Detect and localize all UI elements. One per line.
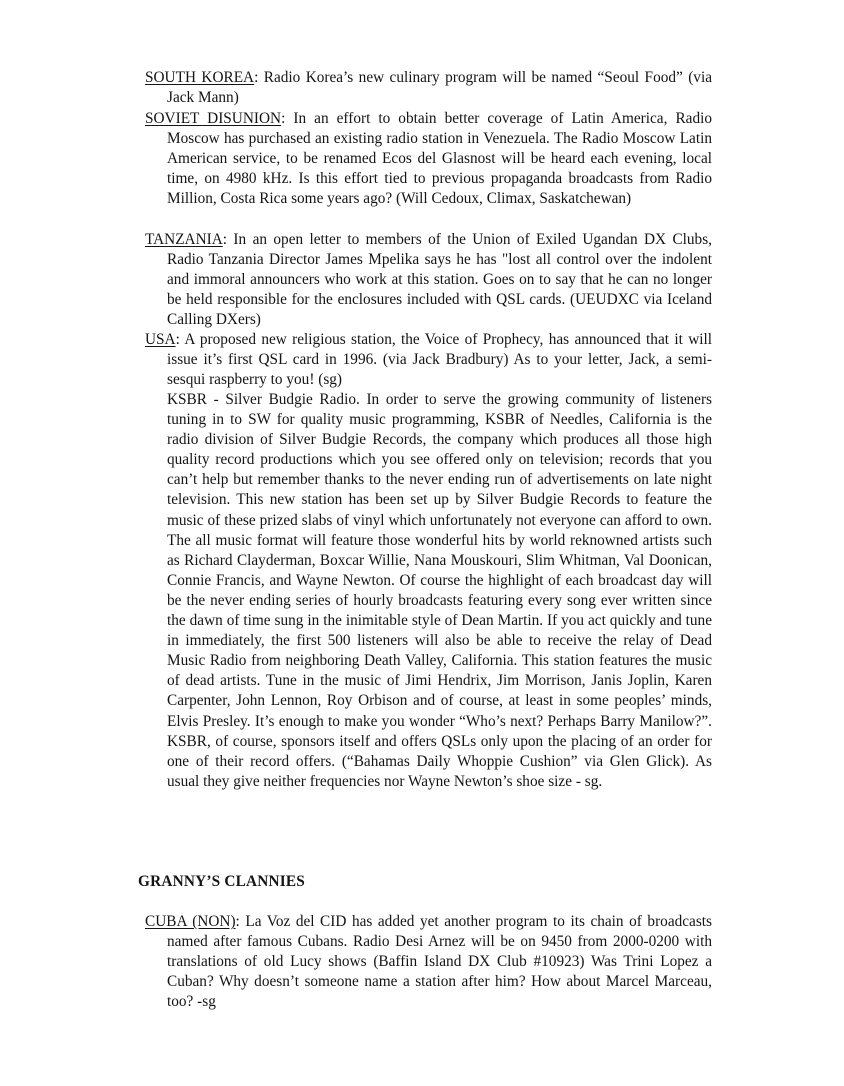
entry-text: : Radio Korea’s new culinary program will be named “Seoul Food” (via Jack Mann) bbox=[167, 69, 712, 107]
entry-text: : A proposed new religious station, the Voice of Prophecy, has announced that it will issue it’s first QSL card in 1996. (via Jack Bradbury) As to your letter, Jack, a semi-sesqui raspberry to you! (sg) bbox=[167, 331, 712, 389]
entry-text: : In an effort to obtain better coverage of Latin America, Radio Moscow has purchased an existing radio station in Venezuela. The Radio Moscow Latin American service, to be renamed Ecos del Glasnost will be heard each evening, local time, on 4980 kHz. Is this effort tied to previous propaganda broadcasts from Radio Million, Costa Rica some years ago? (Will Cedoux, Climax, Saskatchewan) bbox=[167, 110, 712, 208]
country-label: USA bbox=[145, 331, 176, 348]
country-label: TANZANIA bbox=[145, 231, 223, 248]
entry-usa-ksbr: KSBR - Silver Budgie Radio. In order to serve the growing community of listeners tuning in to SW for quality music programming, KSBR of Needles, California is the radio division of Silver Budgie Records, the company which produces all those high quality record productions which you see offered only on television; records that you can’t help but remember thanks to the never ending run of advertisements on late night television. This new station has been set up by Silver Budgie Records to feature the music of these prized slabs of vinyl which unfortunately not everyone can afford to own. The all music format will feature those wonderful hits by world reknowned artists such as Richard Clayderman, Boxcar Willie, Nana Mouskouri, Slim Whitman, Val Doonican, Connie Francis, and Wayne Newton. Of course the highlight of each broadcast day will be the never ending series of hourly broadcasts featuring every song ever written since the dawn of time sung in the inimitable style of Dean Martin. If you act quickly and tune in immediately, the first 500 listeners will also be able to receive the relay of Dead Music Radio from neighboring Death Valley, California. This station features the music of dead artists. Tune in the music of Jimi Hendrix, Jim Morrison, Janis Joplin, Karen Carpenter, John Lennon, Roy Orbison and of course, at least in some peoples’ minds, Elvis Presley. It’s enough to make you wonder “Who’s next? Perhaps Barry Manilow?”. KSBR, of course, sponsors itself and offers QSLs only upon the placing of an order for one of their record offers. (“Bahamas Daily Whoppie Cushion” via Glen Glick). As usual they give neither frequencies nor Wayne Newton’s shoe size - sg. bbox=[167, 391, 712, 790]
entry-south-korea bbox=[145, 68, 712, 108]
country-label: CUBA (NON) bbox=[145, 913, 236, 930]
entry-usa bbox=[145, 330, 712, 390]
country-label: SOUTH KOREA bbox=[145, 69, 255, 86]
country-label: SOVIET DISUNION bbox=[145, 110, 282, 127]
entry-tanzania bbox=[145, 230, 712, 330]
section-heading: GRANNY’S CLANNIES bbox=[138, 873, 306, 890]
entry-text: : La Voz del CID has added yet another program to its chain of broadcasts named after famous Cubans. Radio Desi Arnez will be on 9450 from 2000-0200 with translations of old Lucy shows (Baffin Island DX Club #10923) Was Trini Lopez a Cuban? Why doesn’t someone name a station after him? How about Marcel Marceau, too? -sg bbox=[167, 913, 712, 1011]
entry-text: : In an open letter to members of the Union of Exiled Ugandan DX Clubs, Radio Tanzania Director James Mpelika says he has "lost all control over the indolent and immoral announcers who work at this station. Goes on to say that he can no longer be held responsible for the enclosures included with QSL cards. (UEUDXC via Iceland Calling DXers) bbox=[167, 231, 712, 329]
entry-soviet-disunion bbox=[145, 109, 712, 209]
entry-cuba bbox=[145, 912, 712, 1012]
